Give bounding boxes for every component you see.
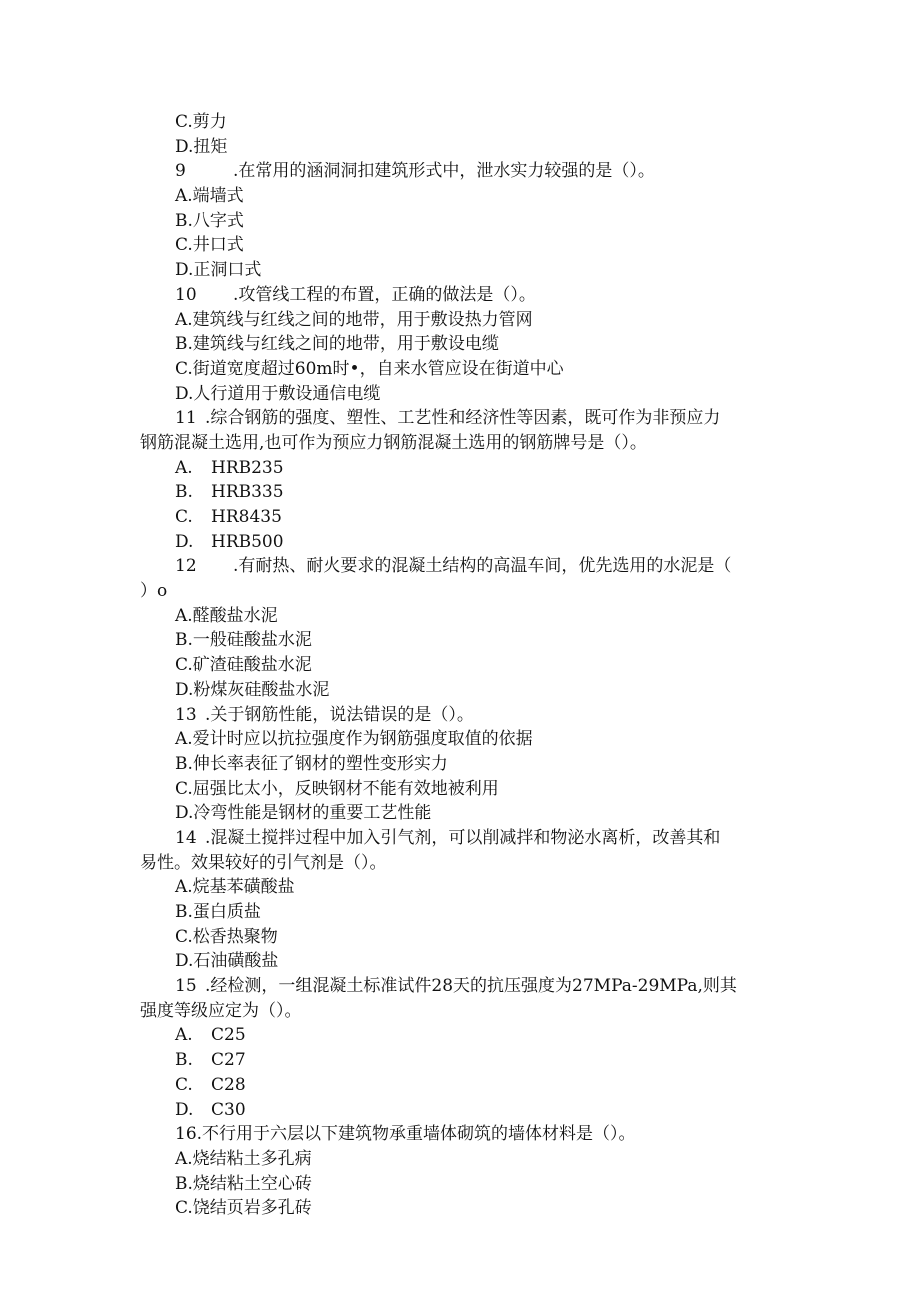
answer-option: C.街道宽度超过60m时•，自来水管应设在街道中心 [175,358,564,379]
option-text: C27 [211,1050,246,1071]
answer-option: B.烧结粘土空心砖 [175,1173,312,1194]
question-stem [140,406,780,431]
answer-option: C.松香热聚物 [175,926,278,947]
question-stem [140,826,780,851]
question-continuation: 钢筋混凝土选用,也可作为预应力钢筋混凝土选用的钢筋牌号是（）。 [140,432,647,453]
question-text: .经检测，一组混凝土标准试件28天的抗压强度为27MPa-29MPa,则其 [205,976,737,997]
option-text: C25 [211,1025,246,1046]
answer-option: A.烷基苯磺酸盐 [175,877,295,898]
answer-option [140,1073,780,1098]
answer-option: B.建筑线与红线之间的地带，用于敷设电缆 [175,334,499,355]
answer-option: C.矿渣硅酸盐水泥 [175,655,312,676]
answer-option: A.烧结粘土多孔病 [175,1148,312,1169]
question-number: 9 [175,161,186,182]
answer-option: A.建筑线与红线之间的地带，用于敷设热力管网 [175,309,533,330]
question-text: .有耐热、耐火要求的混凝土结构的高温车间，优先选用的水泥是（ [233,556,732,577]
option-letter: D. [175,1099,194,1120]
option-text: HRB235 [211,457,284,478]
answer-option: C.屈强比太小，反映钢材不能有效地被利用 [175,778,499,799]
answer-option: B.一般硅酸盐水泥 [175,630,312,651]
answer-option: D.粉煤灰硅酸盐水泥 [175,679,330,700]
question-stem [140,1122,780,1147]
question-text: .关于钢筋性能，说法错误的是（）。 [205,704,474,725]
question-number: 11 [175,408,197,429]
answer-option [140,1098,780,1123]
question-number: 15 [175,976,197,997]
question-text: .攻管线工程的布置，正确的做法是（）。 [233,284,536,305]
answer-option [140,505,780,530]
option-letter: A. [175,457,193,478]
option-letter: B. [175,482,193,503]
question-continuation: 易性。效果较好的引气剂是（）。 [140,852,387,873]
option-letter: B. [175,1050,193,1071]
question-stem [140,703,780,728]
question-text: .在常用的涵洞洞扣建筑形式中，泄水实力较强的是（）。 [233,161,655,182]
answer-option: A.醛酸盐水泥 [175,605,278,626]
option-letter: D. [175,531,194,552]
option-text: HR8435 [211,507,282,527]
question-text: 16.不行用于六层以下建筑物承重墙体砌筑的墙体材料是（）。 [175,1124,636,1145]
option-letter: C. [175,1074,193,1095]
exam-text-body [140,110,780,1221]
question-continuation: ）o [140,581,168,602]
answer-option: B.伸长率表征了钢材的塑性变形实力 [175,753,448,774]
answer-option: D.扭矩 [175,136,228,157]
question-number: 10 [175,284,197,305]
answer-option: A.端墙式 [175,186,244,207]
question-stem [140,554,780,579]
question-stem [140,974,780,999]
option-text: C28 [211,1074,246,1095]
question-stem [140,159,780,184]
answer-option: C.饶结页岩多孔砖 [175,1198,312,1219]
answer-option [140,480,780,505]
answer-option [140,530,780,555]
question-continuation: 强度等级应定为（）。 [140,1000,302,1021]
answer-option: B.蛋白质盐 [175,902,261,922]
answer-option: D.正洞口式 [175,260,262,281]
option-text: HRB500 [211,531,284,552]
option-text: C30 [211,1099,246,1120]
answer-option: D.石油磺酸盐 [175,951,279,972]
question-number: 13 [175,704,197,725]
answer-option: C.剪力 [175,112,227,132]
answer-option: B.八字式 [175,210,244,231]
option-text: HRB335 [211,482,284,503]
answer-option [140,1023,780,1048]
answer-option: D.冷弯性能是钢材的重要工艺性能 [175,803,432,824]
question-text: .混凝土搅拌过程中加入引气剂，可以削减拌和物泌水离析，改善其和 [205,827,721,848]
answer-option: A.爱计时应以抗拉强度作为钢筋强度取值的依据 [175,729,533,750]
question-stem [140,283,780,308]
answer-option [140,1048,780,1073]
option-letter: A. [175,1025,193,1046]
answer-option: D.人行道用于敷设通信电缆 [175,383,381,404]
question-number: 14 [175,827,197,848]
question-number: 12 [175,556,197,577]
answer-option: C.井口式 [175,235,244,256]
question-text: .综合钢筋的强度、塑性、工艺性和经济性等因素，既可作为非预应力 [205,408,721,429]
option-letter: C. [175,507,193,527]
answer-option [140,456,780,481]
